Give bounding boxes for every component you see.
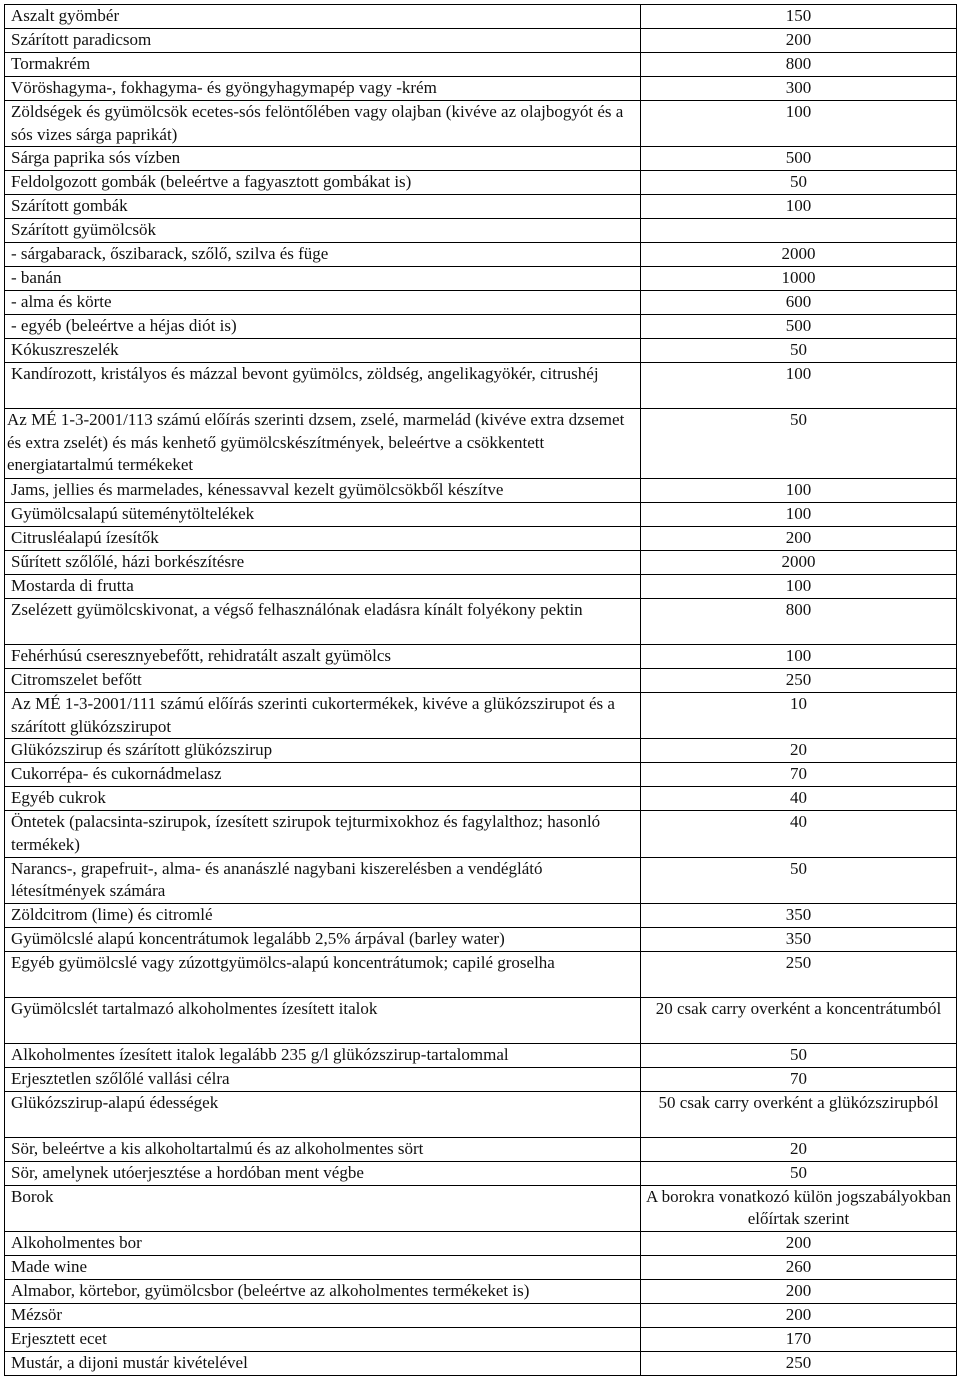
product-name-cell: Fehérhúsú cseresznyebefőtt, rehidratált aszalt gyümölcs [5,645,641,669]
table-row [5,5,957,29]
product-name-cell: - alma és körte [5,291,641,315]
table-row [5,339,957,363]
limit-value-cell: 2000 [641,243,957,267]
table-row [5,1231,957,1255]
product-name-cell: Kandírozott, kristályos és mázzal bevont gyümölcs, zöldség, angelikagyökér, citrushéj [5,363,641,409]
limit-value-cell: 170 [641,1327,957,1351]
table-row [5,903,957,927]
product-name-cell: Szárított gyümölcsök [5,219,641,243]
table-row [5,1255,957,1279]
limit-value-cell: 150 [641,5,957,29]
limit-value-cell: 250 [641,1351,957,1375]
table-row [5,363,957,409]
product-name-cell: Aszalt gyömbér [5,5,641,29]
product-name-cell: Gyümölcslét tartalmazó alkoholmentes ízesített italok [5,997,641,1043]
table-row [5,77,957,101]
table-row [5,479,957,503]
table-row [5,53,957,77]
table-row [5,503,957,527]
limit-value-cell: 2000 [641,551,957,575]
product-name-cell: Gyümölcslé alapú koncentrátumok legalább 2,5% árpával (barley water) [5,927,641,951]
table-row [5,171,957,195]
product-name-cell: Kókuszreszelék [5,339,641,363]
table-row [5,1351,957,1375]
table-row [5,787,957,811]
product-name-cell: Alkoholmentes ízesített italok legalább 235 g/l glükózszirup-tartalommal [5,1043,641,1067]
limit-value-cell: 200 [641,1279,957,1303]
product-name-cell: Sör, beleértve a kis alkoholtartalmú és az alkoholmentes sört [5,1137,641,1161]
limit-value-cell: 800 [641,599,957,645]
table-row [5,575,957,599]
limit-value-cell: 100 [641,101,957,147]
table-row [5,1137,957,1161]
limit-value-cell: 50 [641,857,957,903]
table-row [5,1043,957,1067]
limit-value-cell: 300 [641,77,957,101]
product-name-cell: - egyéb (beleértve a héjas diót is) [5,315,641,339]
limit-value-cell: 500 [641,315,957,339]
limit-value-cell: 20 [641,1137,957,1161]
table-row [5,1327,957,1351]
table-row [5,29,957,53]
product-name-cell: Az MÉ 1-3-2001/111 számú előírás szerinti cukortermékek, kivéve a glükózszirupot és a szárított glükózszirupot [5,693,641,739]
limit-value-cell: 500 [641,147,957,171]
limit-value-cell: 50 [641,1161,957,1185]
limit-value-cell: A borokra vonatkozó külön jogszabályokban előírtak szerint [641,1185,957,1231]
product-name-cell: Almabor, körtebor, gyümölcsbor (beleértve az alkoholmentes termékeket is) [5,1279,641,1303]
table-row [5,645,957,669]
table-row [5,857,957,903]
table-row [5,291,957,315]
limit-value-cell: 40 [641,787,957,811]
table-row [5,599,957,645]
table-row [5,951,957,997]
product-name-cell: - banán [5,267,641,291]
limit-value-cell: 100 [641,645,957,669]
table-row [5,147,957,171]
product-name-cell: Zöldcitrom (lime) és citromlé [5,903,641,927]
limit-value-cell: 200 [641,527,957,551]
product-name-cell: Egyéb gyümölcslé vagy zúzottgyümölcs-alapú koncentrátumok; capilé groselha [5,951,641,997]
limit-value-cell: 200 [641,1231,957,1255]
product-name-cell: Glükózszirup-alapú édességek [5,1091,641,1137]
product-name-cell: Szárított gombák [5,195,641,219]
limit-value-cell: 100 [641,195,957,219]
table-row [5,551,957,575]
product-name-cell: Öntetek (palacsinta-szirupok, ízesített szirupok tejturmixokhoz és fagylalthoz; hasonló termékek) [5,811,641,857]
document-page [4,4,956,1376]
table-row [5,1303,957,1327]
additive-limits-table [4,4,957,1376]
product-name-cell: Citromszelet befőtt [5,669,641,693]
product-name-cell: - sárgabarack, őszibarack, szőlő, szilva és füge [5,243,641,267]
limit-value-cell: 70 [641,1067,957,1091]
product-name-cell: Alkoholmentes bor [5,1231,641,1255]
product-name-cell: Zöldségek és gyümölcsök ecetes-sós felöntőlében vagy olajban (kivéve az olajbogyót és a sós vizes sárga paprikát) [5,101,641,147]
limit-value-cell: 600 [641,291,957,315]
product-name-cell: Mustár, a dijoni mustár kivételével [5,1351,641,1375]
limit-value-cell: 50 [641,339,957,363]
product-name-cell: Jams, jellies és marmelades, kénessavval kezelt gyümölcsökből készítve [5,479,641,503]
limit-value-cell: 100 [641,575,957,599]
table-row [5,739,957,763]
limit-value-cell: 20 [641,739,957,763]
limit-value-cell: 50 [641,171,957,195]
limit-value-cell: 70 [641,763,957,787]
table-row [5,219,957,243]
product-name-cell: Zselézett gyümölcskivonat, a végső felhasználónak eladásra kínált folyékony pektin [5,599,641,645]
limit-value-cell: 350 [641,927,957,951]
product-name-cell: Tormakrém [5,53,641,77]
product-name-cell: Narancs-, grapefruit-, alma- és ananászlé nagybani kiszerelésben a vendéglátó létesítmények számára [5,857,641,903]
table-row [5,1185,957,1231]
table-row [5,195,957,219]
table-row [5,927,957,951]
limit-value-cell [641,219,957,243]
limit-value-cell: 800 [641,53,957,77]
limit-value-cell: 260 [641,1255,957,1279]
product-name-cell: Made wine [5,1255,641,1279]
limit-value-cell: 1000 [641,267,957,291]
product-name-cell: Az MÉ 1-3-2001/113 számú előírás szerinti dzsem, zselé, marmelád (kivéve extra dzsemet és extra zselét) és más kenhető gyümölcskészítmények, beleértve a csökkentett energiatartalmú termékeket [5,409,641,479]
table-row [5,1067,957,1091]
table-row [5,1091,957,1137]
limit-value-cell: 50 [641,409,957,479]
limit-value-cell: 250 [641,951,957,997]
table-row [5,1279,957,1303]
limit-value-cell: 100 [641,503,957,527]
product-name-cell: Vöröshagyma-, fokhagyma- és gyöngyhagymapép vagy -krém [5,77,641,101]
table-row [5,1161,957,1185]
product-name-cell: Sűrített szőlőlé, házi borkészítésre [5,551,641,575]
table-row [5,997,957,1043]
limit-value-cell: 100 [641,363,957,409]
limit-value-cell: 50 csak carry overként a glükózszirupból [641,1091,957,1137]
product-name-cell: Borok [5,1185,641,1231]
table-body [5,5,957,1376]
product-name-cell: Szárított paradicsom [5,29,641,53]
limit-value-cell: 40 [641,811,957,857]
product-name-cell: Erjesztetlen szőlőlé vallási célra [5,1067,641,1091]
limit-value-cell: 20 csak carry overként a koncentrátumból [641,997,957,1043]
limit-value-cell: 10 [641,693,957,739]
product-name-cell: Citrusléalapú ízesítők [5,527,641,551]
table-row [5,267,957,291]
product-name-cell: Sárga paprika sós vízben [5,147,641,171]
product-name-cell: Mostarda di frutta [5,575,641,599]
product-name-cell: Cukorrépa- és cukornádmelasz [5,763,641,787]
limit-value-cell: 200 [641,1303,957,1327]
table-row [5,693,957,739]
table-row [5,101,957,147]
table-row [5,669,957,693]
limit-value-cell: 200 [641,29,957,53]
product-name-cell: Gyümölcsalapú süteménytöltelékek [5,503,641,527]
product-name-cell: Feldolgozott gombák (beleértve a fagyasztott gombákat is) [5,171,641,195]
table-row [5,409,957,479]
limit-value-cell: 50 [641,1043,957,1067]
table-row [5,243,957,267]
limit-value-cell: 350 [641,903,957,927]
table-row [5,763,957,787]
table-row [5,527,957,551]
product-name-cell: Glükózszirup és szárított glükózszirup [5,739,641,763]
limit-value-cell: 250 [641,669,957,693]
product-name-cell: Egyéb cukrok [5,787,641,811]
product-name-cell: Sör, amelynek utóerjesztése a hordóban ment végbe [5,1161,641,1185]
table-row [5,315,957,339]
table-row [5,811,957,857]
product-name-cell: Erjesztett ecet [5,1327,641,1351]
limit-value-cell: 100 [641,479,957,503]
product-name-cell: Mézsör [5,1303,641,1327]
